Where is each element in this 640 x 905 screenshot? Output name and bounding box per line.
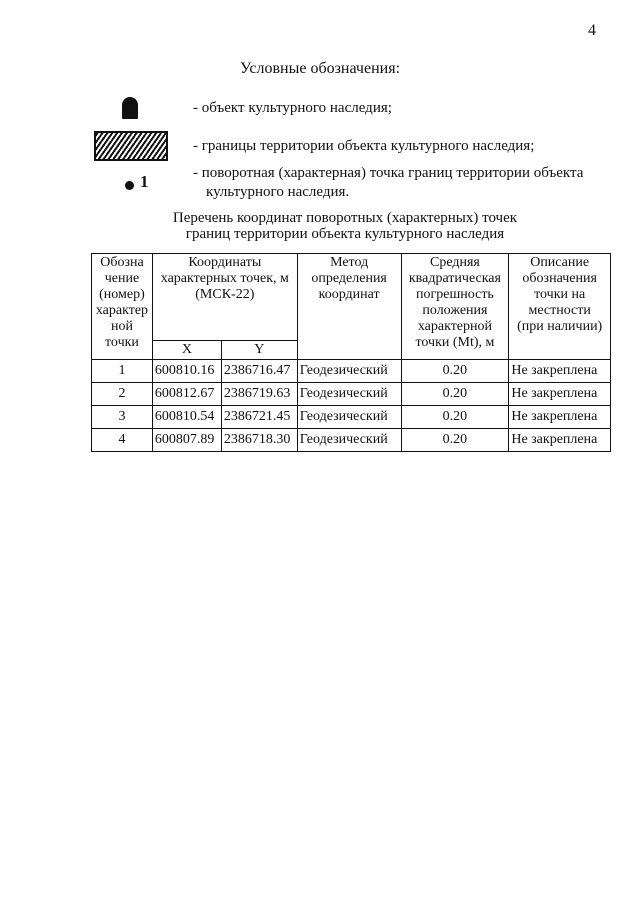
cell-method: Геодезический [297, 429, 401, 452]
cell-point-number: 2 [92, 383, 153, 406]
cell-x: 600810.16 [152, 360, 221, 383]
cell-error: 0.20 [401, 406, 509, 429]
point-icon [125, 181, 134, 190]
cell-y: 2386718.30 [221, 429, 297, 452]
cell-y: 2386721.45 [221, 406, 297, 429]
cell-description: Не закреплена [509, 406, 611, 429]
cell-x: 600812.67 [152, 383, 221, 406]
legend-item-territory-boundary: - границы территории объекта культурного наследия; [193, 138, 535, 154]
cell-y: 2386719.63 [221, 383, 297, 406]
legend-item-turning-point-line2: культурного наследия. [206, 184, 350, 200]
cell-method: Геодезический [297, 406, 401, 429]
table-header-row [92, 254, 611, 341]
monument-icon [122, 97, 138, 119]
cell-description: Не закреплена [509, 383, 611, 406]
cell-x: 600810.54 [152, 406, 221, 429]
legend-title: Условные обозначения: [239, 60, 401, 77]
legend-item-heritage-object: - объект культурного наследия; [193, 100, 392, 116]
cell-method: Геодезический [297, 360, 401, 383]
header-method: Метод определения координат [297, 254, 401, 360]
cell-method: Геодезический [297, 383, 401, 406]
cell-description: Не закреплена [509, 360, 611, 383]
cell-error: 0.20 [401, 383, 509, 406]
list-title-line1: Перечень координат поворотных (характерных) точек [172, 210, 518, 226]
cell-point-number: 1 [92, 360, 153, 383]
header-point-number: Обозна чение (номер) характер ной точки [92, 254, 153, 360]
table-row [92, 360, 611, 383]
point-marker-label: 1 [140, 172, 149, 191]
cell-point-number: 4 [92, 429, 153, 452]
legend-item-turning-point-line1: - поворотная (характерная) точка границ территории объекта [193, 165, 584, 181]
coordinates-table [91, 253, 611, 452]
hatched-area-icon [94, 131, 168, 161]
header-mean-error: Средняя квадратическая погрешность положения характерной точки (Mt), м [401, 254, 509, 360]
table-row [92, 406, 611, 429]
table-row [92, 429, 611, 452]
table-row [92, 383, 611, 406]
header-description: Описание обозначения точки на местности (при наличии) [509, 254, 611, 360]
cell-description: Не закреплена [509, 429, 611, 452]
cell-error: 0.20 [401, 360, 509, 383]
page-number: 4 [588, 22, 596, 39]
cell-x: 600807.89 [152, 429, 221, 452]
header-coordinates: Координаты характерных точек, м (МСК-22) [152, 254, 297, 341]
list-title-line2: границ территории объекта культурного наследия [185, 226, 505, 242]
list-title [0, 210, 640, 242]
header-x: X [152, 341, 221, 360]
cell-y: 2386716.47 [221, 360, 297, 383]
header-y: Y [221, 341, 297, 360]
cell-error: 0.20 [401, 429, 509, 452]
cell-point-number: 3 [92, 406, 153, 429]
